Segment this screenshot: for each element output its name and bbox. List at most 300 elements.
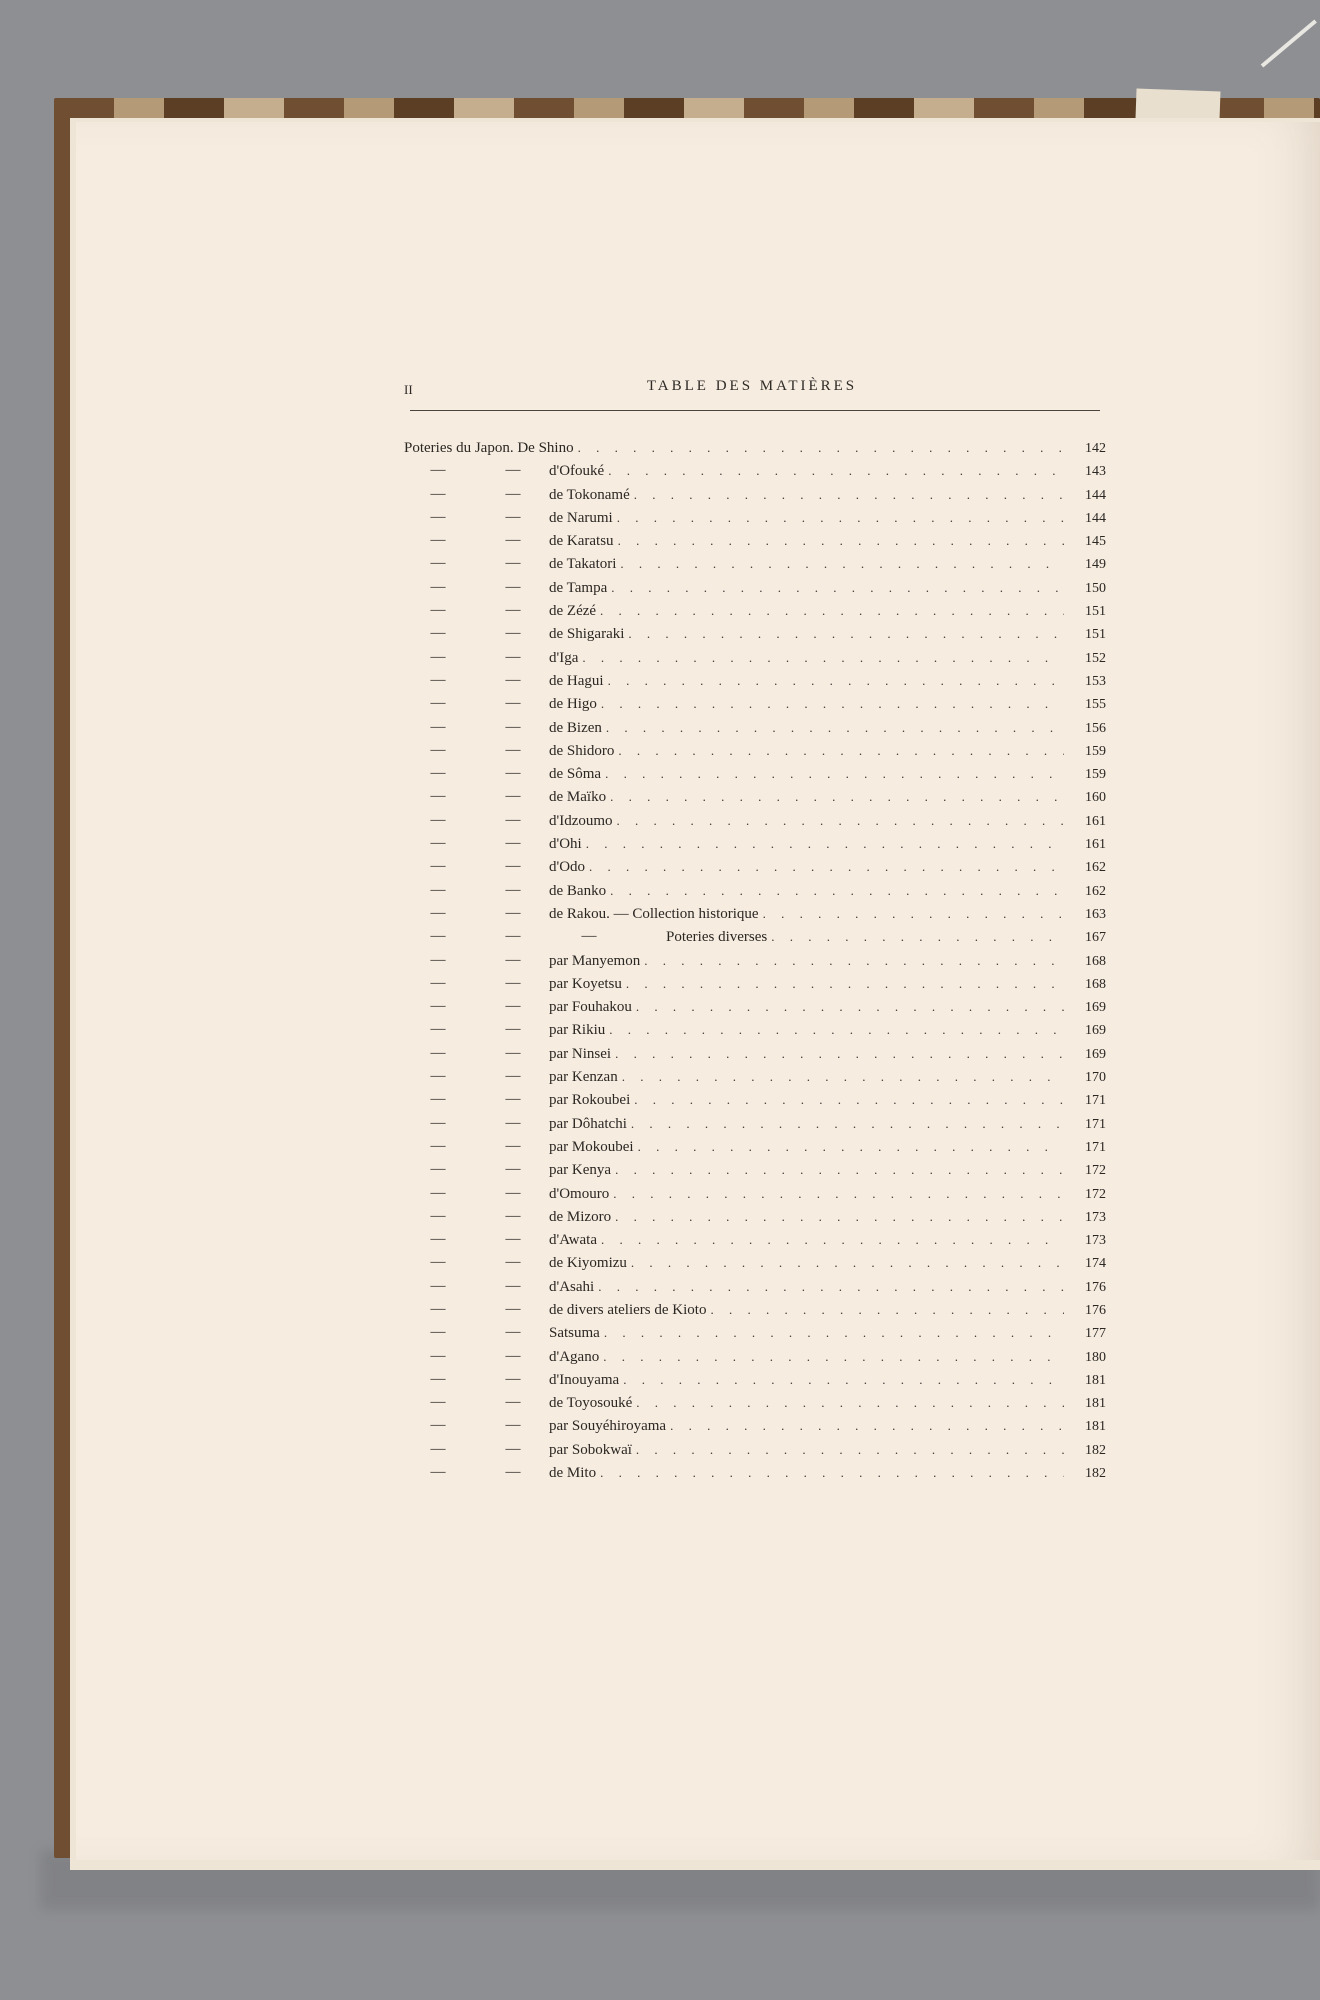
toc-line <box>549 1368 1106 1392</box>
toc-entry-title <box>549 1113 631 1136</box>
ditto-dash: — <box>505 788 521 805</box>
toc-line <box>404 436 1106 460</box>
toc-entry <box>404 1298 1106 1321</box>
page-number: 149 <box>1085 557 1106 573</box>
ditto-dash: — <box>430 998 446 1015</box>
toc-entry-title <box>549 647 582 670</box>
page-number: 155 <box>1085 697 1106 713</box>
dot-leader <box>598 1275 1064 1298</box>
ditto-dash: — <box>505 1231 521 1248</box>
toc-entry <box>404 436 1106 459</box>
ditto-dash: — <box>430 508 446 525</box>
dot-leader <box>634 1088 1064 1111</box>
toc-line <box>549 716 1106 740</box>
toc-line <box>549 483 1106 507</box>
entry-text: de Sôma <box>549 766 602 783</box>
entry-text: par Souyéhiroyama <box>549 1418 667 1435</box>
ditto-dash: — <box>505 881 521 898</box>
toc-entry <box>404 739 1106 762</box>
entry-text: de Banko <box>549 882 607 899</box>
entry-text: de Zézé <box>549 603 597 620</box>
ditto-dash: — <box>430 462 446 479</box>
ditto-dash: — <box>430 671 446 688</box>
ditto-dash: — <box>430 1091 446 1108</box>
dot-leader <box>617 506 1064 529</box>
toc-entry <box>404 576 1106 599</box>
toc-entry <box>404 902 1106 925</box>
toc-entry <box>404 1228 1106 1251</box>
toc-entry <box>404 1065 1106 1088</box>
toc-line <box>549 902 1106 926</box>
toc-entry <box>404 1251 1106 1274</box>
toc-entry-title <box>549 1299 710 1322</box>
ditto-dash: — <box>430 928 446 945</box>
ditto-dash: — <box>430 951 446 968</box>
toc-entry-title <box>549 1043 615 1066</box>
entry-text: par Fouhakou <box>549 999 632 1016</box>
dot-leader <box>644 949 1064 972</box>
ditto-dash: — <box>505 602 521 619</box>
entry-text: de Tokonamé <box>549 486 630 503</box>
toc-entry-title <box>549 740 618 763</box>
ditto-dash: — <box>430 1254 446 1271</box>
toc-line <box>549 529 1106 553</box>
toc-entry <box>404 459 1106 482</box>
toc-entry-title <box>549 717 606 740</box>
toc-line <box>549 832 1106 856</box>
dot-leader <box>610 785 1064 808</box>
entry-text: Poteries diverses <box>666 929 768 946</box>
page-number: 161 <box>1085 837 1106 853</box>
toc-line <box>549 972 1106 996</box>
ditto-dash: — <box>430 1440 446 1457</box>
toc-entry <box>404 1018 1106 1041</box>
toc-entry <box>404 1368 1106 1391</box>
entry-text: de Toyosouké <box>549 1395 633 1412</box>
entry-text: d'Odo <box>549 859 586 876</box>
toc-entry-title <box>549 530 618 553</box>
ditto-dash: — <box>505 951 521 968</box>
dot-leader <box>608 459 1064 482</box>
ditto-dash: — <box>505 1254 521 1271</box>
toc-entry-title <box>549 693 601 716</box>
toc-line <box>549 552 1106 576</box>
page-number: 173 <box>1085 1209 1106 1225</box>
toc-entry-title <box>549 1276 598 1299</box>
page-number: 143 <box>1085 464 1106 480</box>
entry-text: d'Idzoumo <box>549 812 613 829</box>
toc-line <box>549 1065 1106 1089</box>
entry-text: de Shigaraki <box>549 626 625 643</box>
toc-line <box>549 576 1106 600</box>
ditto-dash: — <box>430 1207 446 1224</box>
entry-text: de Tampa <box>549 579 608 596</box>
toc-entry <box>404 995 1106 1018</box>
dot-leader <box>622 1065 1064 1088</box>
toc-entry-title <box>549 1183 613 1206</box>
dot-leader <box>631 1251 1064 1274</box>
entry-text: par Dôhatchi <box>549 1115 627 1132</box>
ditto-dash: — <box>430 602 446 619</box>
toc-entry <box>404 646 1106 669</box>
toc-entry-title <box>549 810 617 833</box>
ditto-dash: — <box>505 1394 521 1411</box>
ditto-dash: — <box>430 485 446 502</box>
ditto-dash: — <box>430 695 446 712</box>
page-number: 153 <box>1085 673 1106 689</box>
ditto-dash: — <box>505 811 521 828</box>
ditto-dash: — <box>505 485 521 502</box>
ditto-dash: — <box>430 1277 446 1294</box>
toc-entry <box>404 762 1106 785</box>
toc-entry <box>404 483 1106 506</box>
page-number: 169 <box>1085 1000 1106 1016</box>
ditto-dash: — <box>505 578 521 595</box>
toc-entry-title <box>549 1415 670 1438</box>
dot-leader <box>618 739 1064 762</box>
dot-leader <box>623 1368 1064 1391</box>
entry-text: de Narumi <box>549 509 613 526</box>
entry-text: de Higo <box>549 696 597 713</box>
entry-text: Satsuma <box>549 1325 600 1342</box>
dot-leader <box>606 716 1064 739</box>
page-number: 172 <box>1085 1163 1106 1179</box>
dot-leader <box>636 995 1064 1018</box>
toc-line <box>549 1414 1106 1438</box>
dot-leader <box>670 1414 1064 1437</box>
ditto-dash: — <box>505 1137 521 1154</box>
entry-text: de Shidoro <box>549 742 615 759</box>
toc-line <box>549 599 1106 623</box>
dot-leader <box>620 552 1064 575</box>
entry-text: de Maïko <box>549 789 607 806</box>
toc-line <box>549 1438 1106 1462</box>
ditto-dash: — <box>505 1184 521 1201</box>
page-number: 182 <box>1085 1442 1106 1458</box>
toc-line <box>549 1205 1106 1229</box>
page-number: 171 <box>1085 1139 1106 1155</box>
ditto-dash: — <box>505 532 521 549</box>
entry-text: de Takatori <box>549 556 617 573</box>
toc-entry <box>404 972 1106 995</box>
toc-line <box>549 692 1106 716</box>
ditto-dash: — <box>430 1417 446 1434</box>
ditto-dash: — <box>505 625 521 642</box>
entry-text: par Koyetsu <box>549 975 622 992</box>
ditto-dash: — <box>505 508 521 525</box>
ditto-dash: — <box>430 858 446 875</box>
page-number: 177 <box>1085 1326 1106 1342</box>
toc-line <box>549 1391 1106 1415</box>
entry-text: de Mizoro <box>549 1208 612 1225</box>
toc-entry-title <box>666 926 771 949</box>
ditto-dash: — <box>505 998 521 1015</box>
ditto-dash: — <box>505 835 521 852</box>
toc-line <box>549 506 1106 530</box>
ditto-dash: — <box>505 1091 521 1108</box>
toc-line <box>549 622 1106 646</box>
toc-entry <box>404 1205 1106 1228</box>
ditto-dash: — <box>505 1464 521 1481</box>
entry-text: de Karatsu <box>549 533 614 550</box>
dot-leader <box>601 1228 1064 1251</box>
ditto-dash: — <box>430 1300 446 1317</box>
toc-line <box>549 1228 1106 1252</box>
toc-entry <box>404 669 1106 692</box>
page-number: 181 <box>1085 1372 1106 1388</box>
entry-text: de Kiyomizu <box>549 1255 627 1272</box>
ditto-dash: — <box>505 1277 521 1294</box>
toc-entry-title <box>549 856 589 879</box>
page-number: 172 <box>1085 1186 1106 1202</box>
dot-leader <box>618 529 1064 552</box>
running-head <box>404 378 1100 402</box>
dot-leader <box>600 599 1064 622</box>
toc-entry-title <box>549 1392 636 1415</box>
toc-entry <box>404 1042 1106 1065</box>
dot-leader <box>603 1345 1064 1368</box>
page-number: 169 <box>1085 1023 1106 1039</box>
toc-entry-title <box>404 437 578 460</box>
entry-text: de Hagui <box>549 672 604 689</box>
dot-leader <box>763 902 1064 925</box>
toc-line <box>549 785 1106 809</box>
table-of-contents <box>404 436 1106 1484</box>
ditto-dash: — <box>430 835 446 852</box>
toc-entry <box>404 1345 1106 1368</box>
ditto-dash: — <box>430 788 446 805</box>
entry-text: d'Awata <box>549 1232 597 1249</box>
dot-leader <box>601 692 1064 715</box>
entry-text: de divers ateliers de Kioto <box>549 1301 707 1318</box>
page-number: 168 <box>1085 976 1106 992</box>
page-number: 145 <box>1085 534 1106 550</box>
toc-line <box>549 739 1106 763</box>
toc-entry-title <box>549 600 600 623</box>
ditto-dash: — <box>505 648 521 665</box>
ditto-dash: — <box>505 1417 521 1434</box>
ditto-dash: — <box>505 741 521 758</box>
toc-entry-title <box>549 553 620 576</box>
ditto-dash: — <box>430 1044 446 1061</box>
page-number: 173 <box>1085 1233 1106 1249</box>
toc-line <box>549 1461 1106 1485</box>
page-number: 150 <box>1085 580 1106 596</box>
dot-leader <box>626 972 1064 995</box>
page-title: TABLE DES MATIÈRES <box>646 378 858 394</box>
ditto-dash: — <box>430 1161 446 1178</box>
page-number: 142 <box>1085 441 1106 456</box>
page-number: 161 <box>1085 813 1106 829</box>
entry-text: de Bizen <box>549 719 602 736</box>
ditto-dash: — <box>505 1440 521 1457</box>
dot-leader <box>638 1135 1064 1158</box>
toc-line <box>549 459 1106 483</box>
toc-entry-title <box>549 460 608 483</box>
entry-text: par Sobokwaï <box>549 1441 632 1458</box>
toc-line <box>549 1158 1106 1182</box>
toc-line <box>549 1182 1106 1206</box>
toc-entry-title <box>549 670 608 693</box>
ditto-dash: — <box>430 1347 446 1364</box>
page-number: 169 <box>1085 1046 1106 1062</box>
header-rule <box>410 410 1100 411</box>
page-number: 174 <box>1085 1256 1106 1272</box>
page-number: 151 <box>1085 604 1106 620</box>
dot-leader <box>611 576 1064 599</box>
entry-text: par Kenya <box>549 1162 612 1179</box>
toc-entry-title <box>549 1369 623 1392</box>
dot-leader <box>636 1391 1064 1414</box>
page-number: 182 <box>1085 1466 1106 1482</box>
ditto-dash: — <box>505 1044 521 1061</box>
ditto-dash: — <box>505 1207 521 1224</box>
toc-entry-title <box>549 484 634 507</box>
toc-line <box>549 879 1106 903</box>
toc-entry-title <box>549 786 610 809</box>
toc-entry <box>404 692 1106 715</box>
ditto-dash: — <box>505 462 521 479</box>
ditto-dash: — <box>430 904 446 921</box>
toc-entry-title <box>549 973 626 996</box>
entry-text: par Rokoubei <box>549 1092 631 1109</box>
toc-entry <box>404 832 1106 855</box>
page-number: 159 <box>1085 767 1106 783</box>
ditto-dash: — <box>430 765 446 782</box>
ditto-dash: — <box>505 858 521 875</box>
ditto-dash: — <box>430 1231 446 1248</box>
ditto-dash: — <box>505 765 521 782</box>
dot-leader <box>628 622 1064 645</box>
ditto-dash: — <box>430 532 446 549</box>
ditto-dash: — <box>430 741 446 758</box>
entry-text: d'Omouro <box>549 1185 610 1202</box>
page-number: 144 <box>1085 510 1106 526</box>
toc-entry <box>404 1321 1106 1344</box>
dot-leader <box>631 1112 1064 1135</box>
toc-line <box>549 995 1106 1019</box>
dot-leader <box>710 1298 1064 1321</box>
toc-entry <box>404 1438 1106 1461</box>
toc-line <box>666 925 1106 949</box>
toc-entry-title <box>549 1229 601 1252</box>
entry-text: d'Iga <box>549 649 579 666</box>
toc-line <box>549 1275 1106 1299</box>
dot-leader <box>589 855 1064 878</box>
dot-leader <box>615 1158 1064 1181</box>
ditto-dash: — <box>430 648 446 665</box>
ditto-dash: — <box>430 1137 446 1154</box>
dot-leader <box>582 646 1064 669</box>
toc-entry <box>404 529 1106 552</box>
toc-entry <box>404 622 1106 645</box>
dot-leader <box>617 809 1064 832</box>
toc-line <box>549 1251 1106 1275</box>
ditto-dash: — <box>430 1184 446 1201</box>
toc-line <box>549 1018 1106 1042</box>
ditto-dash: — <box>505 695 521 712</box>
toc-entry-title <box>549 833 586 856</box>
toc-entry-title <box>549 1252 631 1275</box>
entry-text: de Rakou. — Collection historique <box>549 905 759 922</box>
section-label: Poteries du Japon. <box>404 440 514 456</box>
toc-entry-title <box>549 1346 603 1369</box>
page-number: 171 <box>1085 1093 1106 1109</box>
page-number: 176 <box>1085 1279 1106 1295</box>
page-number: 170 <box>1085 1070 1106 1086</box>
dot-leader <box>610 879 1064 902</box>
dot-leader <box>578 436 1064 459</box>
ditto-dash: — <box>505 904 521 921</box>
ditto-dash: — <box>430 578 446 595</box>
toc-line <box>549 809 1106 833</box>
dot-leader <box>605 762 1064 785</box>
paper-tab <box>1136 89 1221 122</box>
entry-text: d'Asahi <box>549 1278 595 1295</box>
toc-line <box>549 762 1106 786</box>
toc-entry-title <box>549 1322 604 1345</box>
entry-text: d'Agano <box>549 1348 600 1365</box>
ditto-dash: — <box>505 1370 521 1387</box>
toc-entry-title <box>549 577 611 600</box>
ditto-dash: — <box>505 1021 521 1038</box>
toc-entry-title <box>549 950 644 973</box>
dot-leader <box>636 1438 1064 1461</box>
ditto-dash: — <box>430 974 446 991</box>
dot-leader <box>604 1321 1064 1344</box>
toc-entry <box>404 1112 1106 1135</box>
dot-leader <box>615 1042 1064 1065</box>
toc-entry-title <box>549 1439 636 1462</box>
toc-entry-title <box>549 880 610 903</box>
page-number: 162 <box>1085 860 1106 876</box>
toc-entry <box>404 506 1106 529</box>
entry-text: par Ninsei <box>549 1045 612 1062</box>
toc-entry-title <box>549 1019 609 1042</box>
dot-leader <box>586 832 1064 855</box>
page-number: 168 <box>1085 953 1106 969</box>
toc-entry-title <box>549 1136 638 1159</box>
toc-entry <box>404 552 1106 575</box>
ditto-dash: — <box>505 555 521 572</box>
entry-text: De Shino <box>517 440 574 456</box>
binding-string <box>1261 19 1317 67</box>
entry-text: par Kenzan <box>549 1069 618 1086</box>
page-number: 156 <box>1085 720 1106 736</box>
ditto-dash: — <box>430 1464 446 1481</box>
entry-text: par Manyemon <box>549 952 641 969</box>
page-number: 162 <box>1085 883 1106 899</box>
ditto-dash: — <box>430 1324 446 1341</box>
toc-entry <box>404 599 1106 622</box>
entry-text: d'Ohi <box>549 836 582 853</box>
page-number: 181 <box>1085 1396 1106 1412</box>
entry-text: d'Ofouké <box>549 463 605 480</box>
ditto-dash: — <box>505 1324 521 1341</box>
ditto-dash: — <box>505 1347 521 1364</box>
toc-entry <box>404 1391 1106 1414</box>
toc-entry <box>404 1182 1106 1205</box>
toc-line <box>549 1321 1106 1345</box>
toc-entry-title <box>549 763 605 786</box>
toc-entry <box>404 1135 1106 1158</box>
toc-entry <box>404 879 1106 902</box>
ditto-dash: — <box>505 928 521 945</box>
toc-entry <box>404 1461 1106 1484</box>
toc-entry <box>404 1088 1106 1111</box>
ditto-dash: — <box>430 1114 446 1131</box>
ditto-dash: — <box>430 1021 446 1038</box>
